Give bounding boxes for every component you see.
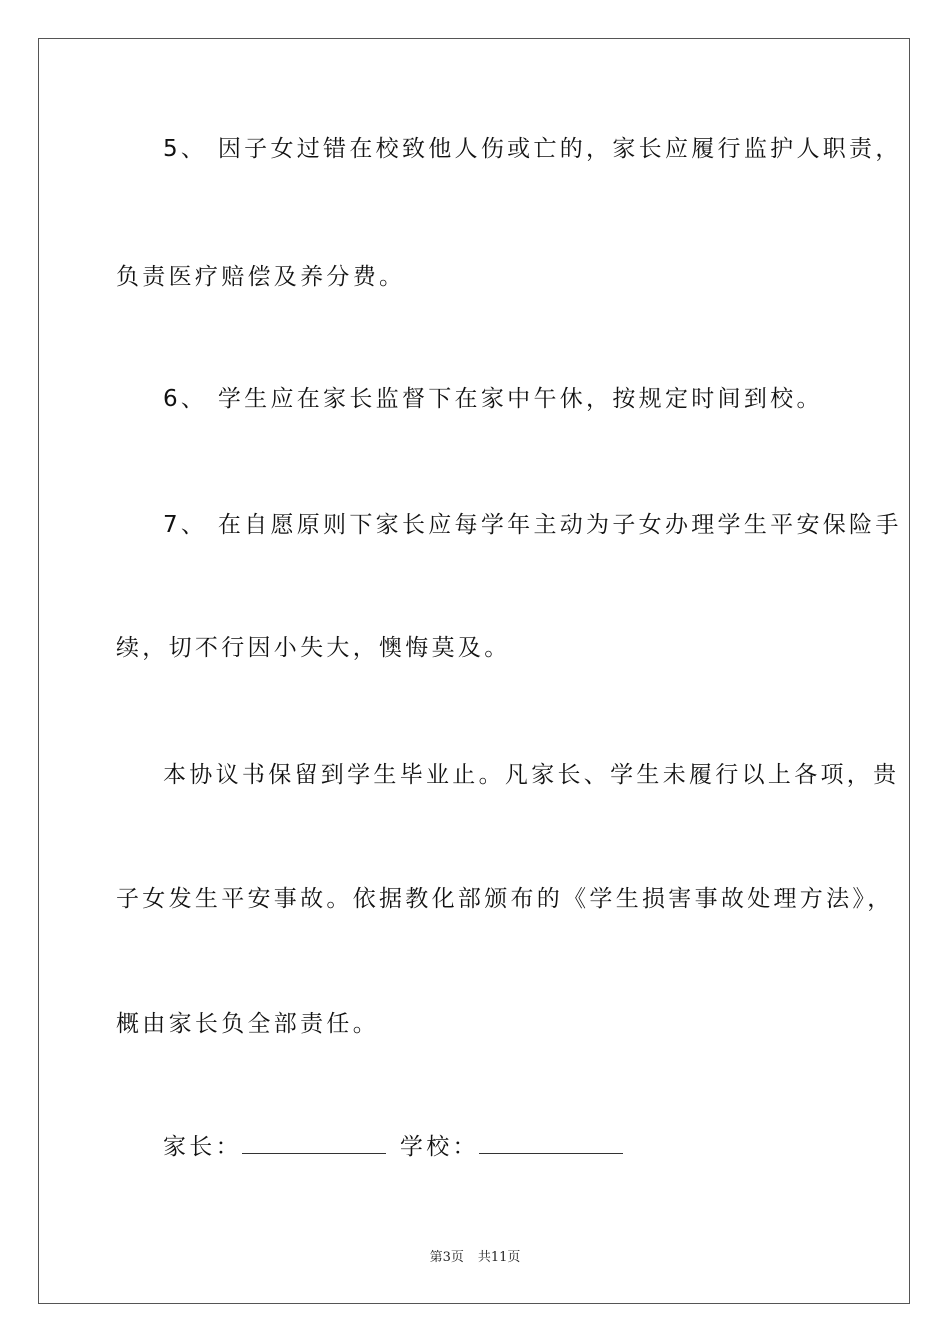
closing-line-2: 子女发生平安事故。依据教化部颁布的《学生损害事故处理方法》，	[116, 886, 894, 912]
closing-line-3: 概由家长负全部责任。	[116, 1011, 379, 1037]
parent-signature-blank	[242, 1135, 386, 1154]
page-number: 第3页	[429, 1250, 464, 1265]
item-6-line-1: 6、 学生应在家长监督下在家中午休，按规定时间到校。	[163, 386, 823, 412]
item-7-line-1: 7、 在自愿原则下家长应每学年主动为子女办理学生平安保险手	[163, 512, 902, 538]
school-signature-blank	[479, 1135, 623, 1154]
closing-line-1: 本协议书保留到学生毕业止。凡家长、学生未履行以上各项，贵	[163, 762, 900, 788]
signature-line	[163, 1132, 637, 1162]
item-7-line-2: 续，切不行因小失大，懊悔莫及。	[116, 635, 511, 661]
page-border	[38, 38, 910, 1304]
page-footer	[0, 1246, 950, 1265]
parent-label: 家长：	[163, 1134, 242, 1160]
school-label: 学校：	[399, 1134, 479, 1160]
item-5-line-1: 5、 因子女过错在校致他人伤或亡的，家长应履行监护人职责，	[163, 136, 902, 162]
item-5-line-2: 负责医疗赔偿及养分费。	[116, 264, 406, 290]
total-pages: 共11页	[477, 1250, 521, 1265]
